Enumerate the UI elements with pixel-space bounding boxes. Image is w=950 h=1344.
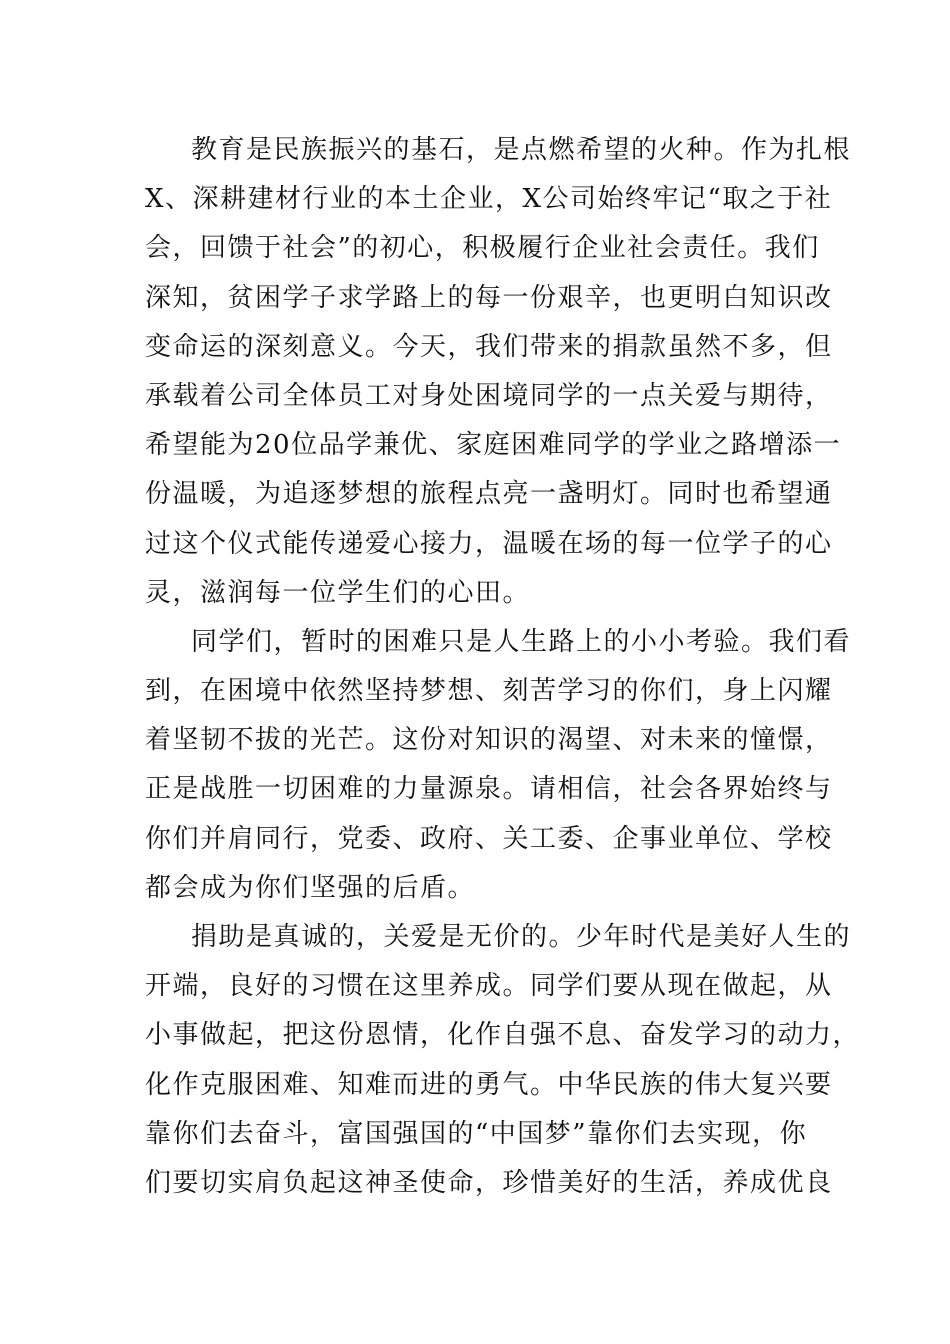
- paragraph-3-line-4: 化作克服困难、知难而进的勇气。中华民族的伟大复兴要: [145, 1069, 833, 1100]
- paragraph-1-line-8: 份温暖，为追逐梦想的旅程点亮一盏明灯。同时也希望通: [145, 479, 833, 510]
- paragraph-2-line-1: 同学们，暂时的困难只是人生路上的小小考验。我们看: [191, 626, 852, 657]
- paragraph-3-line-5: 靠你们去奋斗，富国强国的“中国梦”靠你们去实现，你: [145, 1118, 808, 1149]
- paragraph-3-line-6: 们要切实肩负起这神圣使命，珍惜美好的生活，养成优良: [145, 1167, 833, 1198]
- paragraph-2-line-5: 你们并肩同行，党委、政府、关工委、企事业单位、学校: [145, 823, 833, 854]
- paragraph-1-line-5: 变命运的深刻意义。今天，我们带来的捐款虽然不多，但: [145, 331, 833, 362]
- paragraph-3-line-1: 捐助是真诚的，关爱是无价的。少年时代是美好人生的: [191, 922, 852, 952]
- paragraph-1-line-4: 深知，贫困学子求学路上的每一份艰辛，也更明白知识改: [145, 282, 833, 313]
- paragraph-3-line-3: 小事做起，把这份恩情，化作自强不息、奋发学习的动力，: [145, 1020, 861, 1051]
- paragraph-2-line-3: 着坚韧不拔的光芒。这份对知识的渴望、对未来的憧憬，: [145, 725, 833, 756]
- paragraph-1-line-1: 教育是民族振兴的基石，是点燃希望的火种。作为扎根: [191, 135, 852, 165]
- document-body: [145, 126, 861, 1208]
- paragraph-2-line-2: 到，在困境中依然坚持梦想、刻苦学习的你们，身上闪耀: [145, 676, 833, 707]
- paragraph-1-line-6: 承载着公司全体员工对身处困境同学的一点关爱与期待，: [145, 380, 833, 411]
- paragraph-2-line-4: 正是战胜一切困难的力量源泉。请相信，社会各界始终与: [145, 774, 833, 805]
- paragraph-1-line-9: 过这个仪式能传递爱心接力，温暖在场的每一位学子的心: [145, 528, 833, 559]
- paragraph-1-line-7: 希望能为20位品学兼优、家庭困难同学的学业之路增添一: [145, 430, 842, 461]
- paragraph-1-line-2: X、深耕建材行业的本土企业，X公司始终牢记“取之于社: [145, 184, 833, 215]
- paragraph-1-line-3: 会，回馈于社会”的初心，积极履行企业社会责任。我们: [145, 233, 820, 264]
- paragraph-1-line-10: 灵，滋润每一位学生们的心田。: [145, 577, 531, 608]
- paragraph-3-line-2: 开端，良好的习惯在这里养成。同学们要从现在做起，从: [145, 971, 833, 1002]
- paragraph-2-line-6: 都会成为你们坚强的后盾。: [145, 872, 476, 903]
